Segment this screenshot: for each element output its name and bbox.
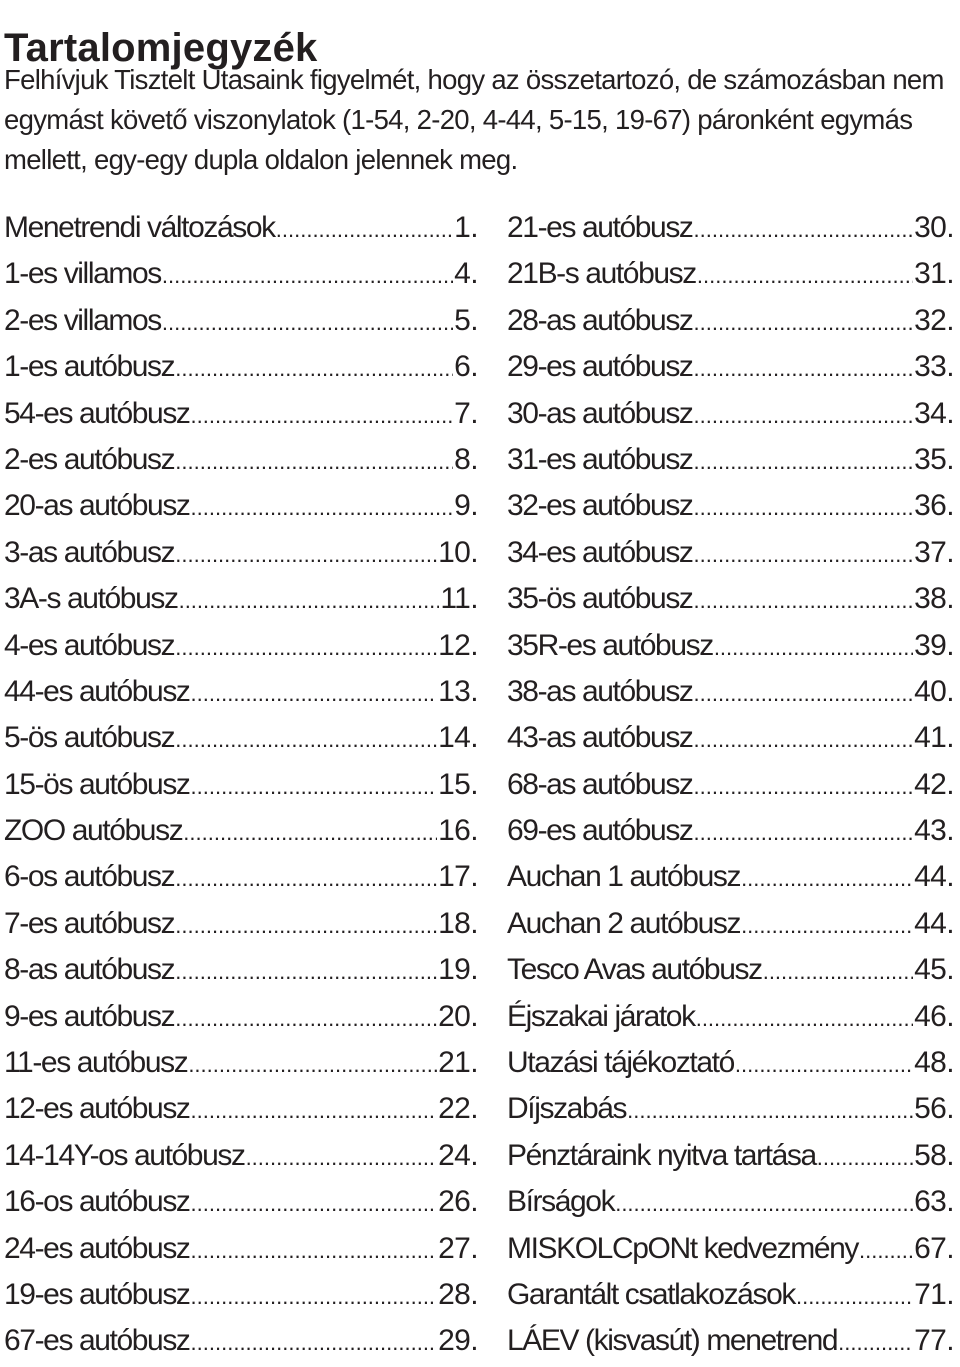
toc-entry	[507, 576, 954, 622]
toc-entry-page-number: 35.	[914, 442, 954, 476]
dot-leader	[694, 764, 914, 810]
toc-entry-label: 29-es autóbusz	[507, 350, 693, 384]
toc-entry-page-number: 11.	[440, 582, 478, 616]
toc-entry	[4, 901, 478, 947]
dot-leader	[191, 1274, 438, 1320]
toc-entry-label: 30-as autóbusz	[507, 396, 693, 430]
toc-entry-label: Auchan 1 autóbusz	[507, 860, 741, 894]
dot-leader	[191, 1181, 438, 1227]
toc-entry-page-number: 30.	[914, 211, 954, 244]
toc-entry-label: 19-es autóbusz	[4, 1277, 190, 1311]
dot-leader	[694, 439, 914, 485]
toc-entry-label: ZOO autóbusz	[4, 814, 183, 848]
dot-leader	[817, 1135, 913, 1181]
toc-entry-label: 68-as autóbusz	[507, 767, 693, 801]
toc-entry-label: 28-as autóbusz	[507, 303, 693, 337]
dot-leader	[694, 532, 914, 578]
toc-entry-label: 7-es autóbusz	[4, 906, 175, 940]
toc-entry-page-number: 17.	[438, 860, 478, 894]
toc-entry-label: 15-ös autóbusz	[4, 767, 190, 801]
toc-entry-label: 3-as autóbusz	[4, 535, 175, 569]
dot-leader	[175, 996, 437, 1042]
toc-entry-label: MISKOLCpONt kedvezmény	[507, 1231, 858, 1265]
toc-entry	[4, 1040, 478, 1086]
toc-entry-label: 44-es autóbusz	[4, 674, 190, 708]
toc-entry	[507, 1318, 954, 1364]
toc-entry-label: Tesco Avas autóbusz	[507, 953, 762, 987]
toc-entry	[4, 1272, 478, 1318]
dot-leader	[191, 671, 438, 717]
dot-leader	[175, 717, 437, 763]
toc-entry	[507, 391, 954, 437]
toc-entry-label: Garantált csatlakozások	[507, 1277, 795, 1311]
toc-entry-label: 31-es autóbusz	[507, 442, 693, 476]
toc-entry	[507, 298, 954, 344]
toc-entry-label: 3A-s autóbusz	[4, 582, 178, 616]
toc-entry-page-number: 13.	[438, 674, 478, 708]
toc-entry-page-number: 41.	[914, 721, 954, 755]
dot-leader	[694, 346, 914, 392]
toc-left-column	[4, 205, 478, 1365]
toc-entry-page-number: 63.	[914, 1185, 954, 1219]
toc-entry-page-number: 71.	[914, 1277, 954, 1311]
toc-entry-page-number: 42.	[914, 767, 954, 801]
toc-entry-label: 20-as autóbusz	[4, 489, 190, 523]
toc-entry	[507, 1272, 954, 1318]
toc-entry	[507, 762, 954, 808]
dot-leader	[175, 532, 437, 578]
toc-entry	[507, 205, 954, 251]
toc-entry-page-number: 56.	[914, 1092, 954, 1126]
toc-entry-label: 16-os autóbusz	[4, 1185, 190, 1219]
dot-leader	[175, 625, 437, 671]
toc-entry	[507, 1179, 954, 1225]
toc-entry-page-number: 26.	[438, 1185, 478, 1219]
dot-leader	[714, 625, 913, 671]
dot-leader	[183, 810, 437, 856]
dot-leader	[175, 856, 437, 902]
toc-entry-page-number: 15.	[438, 767, 478, 801]
toc-entry-page-number: 8.	[454, 442, 478, 476]
toc-entry-page-number: 29.	[438, 1324, 478, 1358]
toc-entry-page-number: 18.	[438, 906, 478, 940]
toc-entry-page-number: 16.	[438, 814, 478, 848]
toc-entry-page-number: 10.	[438, 535, 478, 569]
toc-entry-label: Díjszabás	[507, 1092, 627, 1126]
toc-entry-page-number: 46.	[914, 999, 954, 1033]
toc-entry-page-number: 6.	[454, 350, 478, 384]
dot-leader	[615, 1181, 913, 1227]
toc-entry-page-number: 44.	[914, 906, 954, 940]
dot-leader	[694, 393, 914, 439]
toc-entry-page-number: 22.	[438, 1092, 478, 1126]
toc-entry-label: 54-es autóbusz	[4, 396, 190, 430]
toc-entry-page-number: 20.	[438, 999, 478, 1033]
toc-entry-page-number: 12.	[438, 628, 478, 662]
toc-entry	[507, 344, 954, 390]
dot-leader	[175, 346, 453, 392]
toc-right-column	[507, 205, 954, 1365]
toc-entry	[507, 808, 954, 854]
toc-entry	[4, 1318, 478, 1364]
toc-entry	[507, 669, 954, 715]
toc-entry	[4, 1133, 478, 1179]
toc-entry-label: 14-14Y-os autóbusz	[4, 1138, 245, 1172]
toc-entry-page-number: 7.	[454, 396, 478, 430]
toc-entry-page-number: 9.	[454, 489, 478, 523]
toc-entry-label: 12-es autóbusz	[4, 1092, 190, 1126]
toc-entry-label: LÁEV (kisvasút) menetrend	[507, 1324, 838, 1358]
toc-entry-label: 8-as autóbusz	[4, 953, 175, 987]
page-title: Tartalomjegyzék	[4, 25, 318, 70]
toc-entry-page-number: 36.	[914, 489, 954, 523]
toc-entry-page-number: 43.	[914, 814, 954, 848]
toc-entry-page-number: 34.	[914, 396, 954, 430]
dot-leader	[694, 485, 914, 531]
dot-leader	[175, 439, 453, 485]
dot-leader	[191, 1228, 438, 1274]
dot-leader	[179, 578, 440, 624]
toc-entry	[4, 623, 478, 669]
dot-leader	[191, 393, 454, 439]
toc-entry-label: 35R-es autóbusz	[507, 628, 713, 662]
toc-entry	[507, 901, 954, 947]
toc-entry-label: 24-es autóbusz	[4, 1231, 190, 1265]
toc-entry-label: 5-ös autóbusz	[4, 721, 175, 755]
toc-entry-label: Auchan 2 autóbusz	[507, 906, 741, 940]
intro-paragraph: Felhívjuk Tisztelt Utasaink figyelmét, hogy az összetartozó, de számozásban nem egymást követő viszonylatok (1-54, 2-20, 4-44, 5-15, 19-67) páronként egymás mellett, egy-egy dupla oldalon jelennek meg.	[4, 64, 944, 175]
toc-entry	[4, 808, 478, 854]
toc-entry-page-number: 33.	[914, 350, 954, 384]
toc-entry	[507, 854, 954, 900]
toc-entry	[4, 1226, 478, 1272]
toc-entry	[4, 762, 478, 808]
dot-leader	[175, 949, 437, 995]
dot-leader	[191, 485, 454, 531]
toc-entry-page-number: 14.	[438, 721, 478, 755]
dot-leader	[175, 903, 437, 949]
dot-leader	[162, 300, 453, 346]
toc-entry-page-number: 31.	[914, 257, 954, 291]
toc-entry-page-number: 28.	[438, 1277, 478, 1311]
dot-leader	[246, 1135, 438, 1181]
dot-leader	[735, 1042, 913, 1088]
dot-leader	[276, 207, 453, 253]
toc-entry-label: 6-os autóbusz	[4, 860, 175, 894]
dot-leader	[694, 300, 914, 346]
dot-leader	[627, 1088, 913, 1134]
toc-entry	[507, 437, 954, 483]
toc-entry-label: 32-es autóbusz	[507, 489, 693, 523]
dot-leader	[796, 1274, 913, 1320]
dot-leader	[859, 1228, 913, 1274]
toc-entry	[507, 251, 954, 297]
toc-entry-label: 69-es autóbusz	[507, 814, 693, 848]
toc-entry	[4, 576, 478, 622]
toc-entry-page-number: 38.	[914, 582, 954, 616]
toc-entry	[4, 483, 478, 529]
toc-entry	[507, 994, 954, 1040]
dot-leader	[694, 578, 914, 624]
toc-entry-page-number: 1.	[454, 211, 478, 244]
toc-entry	[4, 947, 478, 993]
toc-entry	[4, 251, 478, 297]
toc-entry	[4, 530, 478, 576]
toc-entry-page-number: 32.	[914, 303, 954, 337]
toc-entry-label: 1-es autóbusz	[4, 350, 175, 384]
toc-entry	[4, 715, 478, 761]
toc-entry-page-number: 24.	[438, 1138, 478, 1172]
toc-entry-label: Pénztáraink nyitva tartása	[507, 1138, 816, 1172]
toc-entry-label: Bírságok	[507, 1185, 615, 1219]
toc-entry-page-number: 44.	[914, 860, 954, 894]
toc-entry-label: 38-as autóbusz	[507, 674, 693, 708]
toc-entry-page-number: 45.	[914, 953, 954, 987]
dot-leader	[694, 717, 914, 763]
toc-entry-page-number: 4.	[454, 257, 478, 291]
toc-entry-page-number: 77.	[914, 1324, 954, 1358]
toc-entry	[507, 1040, 954, 1086]
toc-entry	[507, 1086, 954, 1132]
toc-entry-page-number: 5.	[454, 303, 478, 337]
toc-entry-label: 2-es villamos	[4, 303, 161, 337]
dot-leader	[741, 903, 913, 949]
dot-leader	[162, 253, 453, 299]
toc-entry-page-number: 21.	[438, 1046, 478, 1080]
toc-entry-label: Menetrendi változások	[4, 211, 275, 244]
toc-entry	[507, 530, 954, 576]
dot-leader	[696, 996, 913, 1042]
toc-entry-label: Éjszakai járatok	[507, 999, 695, 1033]
toc-entry-label: 21B-s autóbusz	[507, 257, 696, 291]
dot-leader	[697, 253, 913, 299]
toc-entry-page-number: 58.	[914, 1138, 954, 1172]
toc-entry-label: Utazási tájékoztató	[507, 1046, 734, 1080]
toc-entry	[507, 715, 954, 761]
toc-entry	[4, 669, 478, 715]
dot-leader	[188, 1042, 437, 1088]
dot-leader	[838, 1320, 913, 1366]
toc-entry	[507, 1133, 954, 1179]
toc-entry-label: 34-es autóbusz	[507, 535, 693, 569]
toc-entry-page-number: 27.	[438, 1231, 478, 1265]
toc-entry-label: 4-es autóbusz	[4, 628, 175, 662]
toc-entry-page-number: 39.	[914, 628, 954, 662]
toc-entry-label: 1-es villamos	[4, 257, 161, 291]
toc-entry	[507, 483, 954, 529]
toc-entry-label: 35-ös autóbusz	[507, 582, 693, 616]
toc-entry-page-number: 19.	[438, 953, 478, 987]
toc-entry-label: 43-as autóbusz	[507, 721, 693, 755]
dot-leader	[694, 810, 914, 856]
dot-leader	[694, 207, 914, 253]
toc-entry-label: 9-es autóbusz	[4, 999, 175, 1033]
toc-entry-label: 67-es autóbusz	[4, 1324, 190, 1358]
toc-entry-label: 11-es autóbusz	[4, 1046, 188, 1080]
toc-entry	[4, 1086, 478, 1132]
dot-leader	[694, 671, 914, 717]
dot-leader	[191, 1088, 438, 1134]
dot-leader	[741, 856, 913, 902]
toc-entry	[4, 344, 478, 390]
toc-entry-label: 21-es autóbusz	[507, 211, 693, 244]
toc-entry-label: 2-es autóbusz	[4, 442, 175, 476]
toc-entry-page-number: 37.	[914, 535, 954, 569]
toc-entry	[4, 437, 478, 483]
toc-entry	[507, 947, 954, 993]
toc-entry	[4, 1179, 478, 1225]
toc-entry-page-number: 48.	[914, 1046, 954, 1080]
toc-entry-page-number: 40.	[914, 674, 954, 708]
toc-entry	[4, 994, 478, 1040]
toc-entry	[4, 205, 478, 251]
dot-leader	[191, 764, 438, 810]
toc-entry	[4, 391, 478, 437]
toc-entry	[507, 623, 954, 669]
toc-entry	[4, 854, 478, 900]
dot-leader	[763, 949, 913, 995]
toc-entry	[507, 1226, 954, 1272]
dot-leader	[191, 1320, 438, 1366]
toc-entry-page-number: 67.	[914, 1231, 954, 1265]
toc-entry	[4, 298, 478, 344]
